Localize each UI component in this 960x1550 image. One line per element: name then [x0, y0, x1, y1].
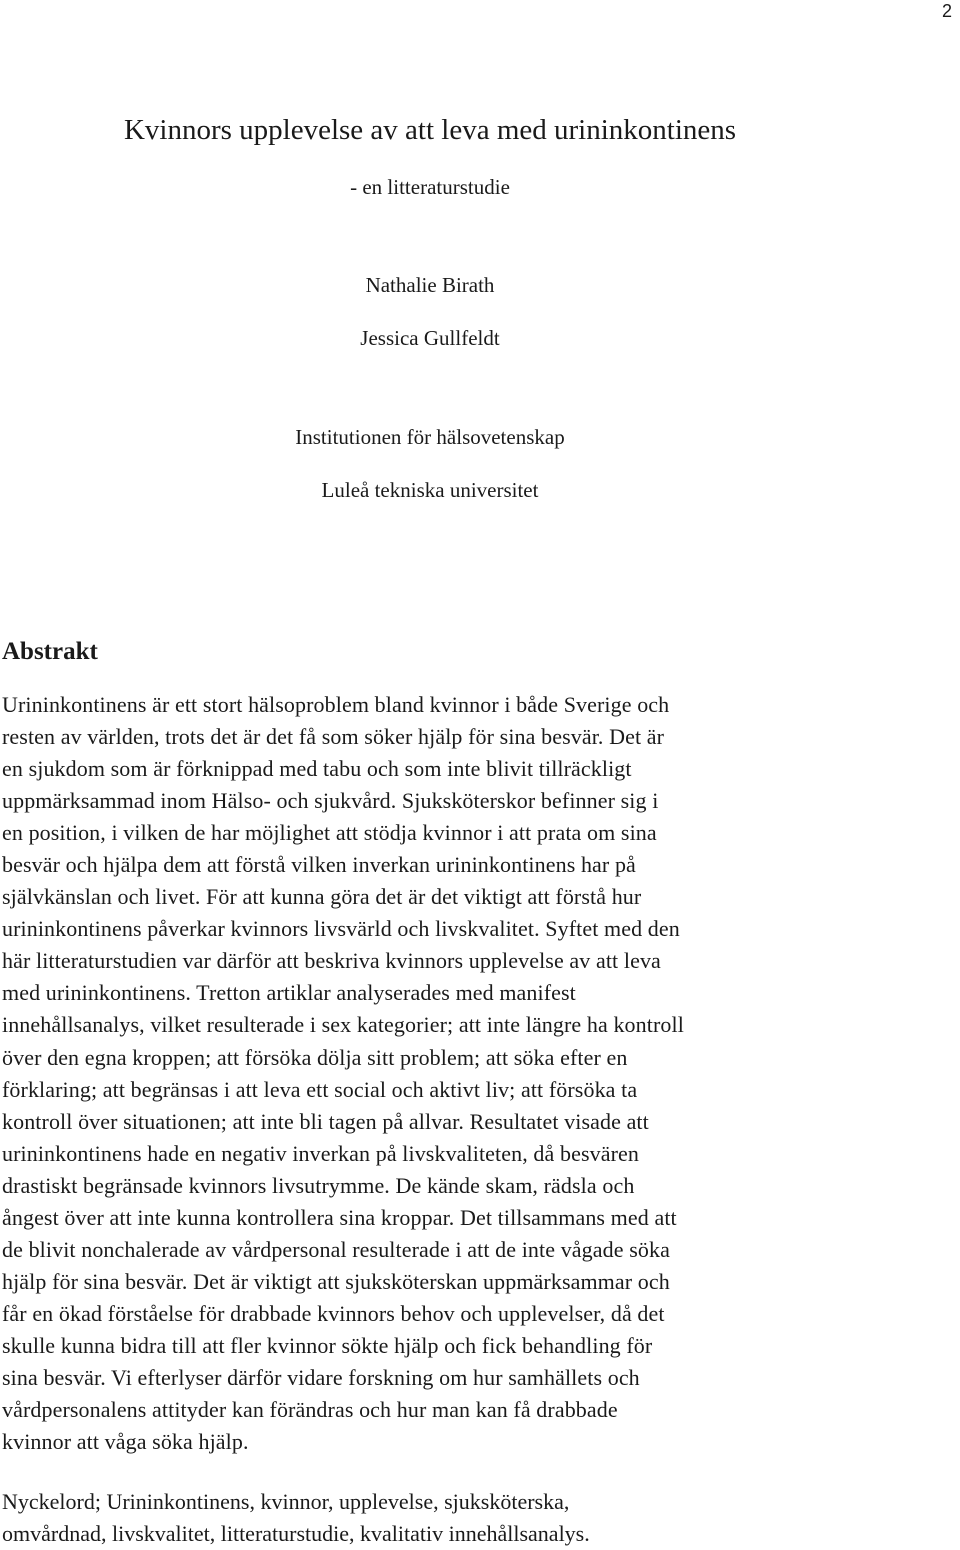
abstract-line: hjälp för sina besvär. Det är viktigt att sjuksköterskan uppmärksammar och: [2, 1268, 670, 1294]
abstract-line: sina besvär. Vi efterlyser därför vidare forskning om hur samhällets och: [2, 1364, 640, 1390]
abstract-line: förklaring; att begränsas i att leva ett social och aktivt liv; att försöka ta: [2, 1076, 638, 1102]
abstract-line: självkänslan och livet. För att kunna göra det är det viktigt att förstå hur: [2, 884, 642, 910]
abstract-line: kontroll över situationen; att inte bli tagen på allvar. Resultatet visade att: [2, 1108, 649, 1134]
abstract-line: här litteraturstudien var därför att beskriva kvinnors upplevelse av att leva: [2, 948, 661, 974]
page-number: 2: [941, 1, 952, 21]
abstract-heading: Abstrakt: [2, 638, 98, 665]
abstract-line: innehållsanalys, vilket resulterade i sex kategorier; att inte längre ha kontroll: [2, 1012, 684, 1038]
abstract-line: Urininkontinens är ett stort hälsoproblem bland kvinnor i både Sverige och: [2, 692, 670, 717]
abstract-body: [2, 689, 947, 1458]
abstract-line: de blivit nonchalerade av vårdpersonal resulterade i att de inte vågade söka: [2, 1236, 670, 1262]
abstract-line: vårdpersonalens attityder kan förändras och hur man kan få drabbade: [2, 1397, 618, 1423]
author-name: Nathalie Birath: [365, 273, 495, 297]
abstract-line: över den egna kroppen; att försöka dölja sitt problem; att söka efter en: [2, 1044, 628, 1070]
keywords-line: Nyckelord; Urininkontinens, kvinnor, upplevelse, sjuksköterska,: [2, 1489, 570, 1514]
abstract-line: urininkontinens hade en negativ inverkan på livskvaliteten, då besvären: [2, 1140, 639, 1166]
author-name: Jessica Gullfeldt: [360, 326, 500, 350]
abstract-line: besvär och hjälpa dem att förstå vilken inverkan urininkontinens har på: [2, 852, 636, 878]
university-name: Luleå tekniska universitet: [321, 478, 539, 502]
abstract-line: skulle kunna bidra till att fler kvinnor sökte hjälp och fick behandling för: [2, 1332, 653, 1358]
document-subtitle: - en litteraturstudie: [350, 175, 510, 199]
abstract-line: ångest över att inte kunna kontrollera sina kroppar. Det tillsammans med att: [2, 1204, 677, 1230]
abstract-line: en position, i vilken de har möjlighet att stödja kvinnor i att prata om sina: [2, 820, 657, 846]
abstract-line: kvinnor att våga söka hjälp.: [2, 1429, 249, 1455]
keywords-paragraph: [2, 1486, 947, 1550]
keywords-line: omvårdnad, livskvalitet, litteraturstudie, kvalitativ innehållsanalys.: [2, 1521, 590, 1546]
abstract-line: en sjukdom som är förknippad med tabu och som inte blivit tillräckligt: [2, 756, 632, 782]
abstract-line: resten av världen, trots det är det få som söker hjälp för sina besvär. Det är: [2, 724, 665, 750]
abstract-line: får en ökad förståelse för drabbade kvinnors behov och upplevelser, då det: [2, 1300, 665, 1326]
abstract-line: urininkontinens påverkar kvinnors livsvärld och livskvalitet. Syftet med den: [2, 916, 680, 942]
institution-name: Institutionen för hälsovetenskap: [295, 425, 565, 449]
abstract-line: drastiskt begränsade kvinnors livsutrymme. De kände skam, rädsla och: [2, 1172, 635, 1198]
abstract-line: uppmärksammad inom Hälso- och sjukvård. Sjuksköterskor befinner sig i: [2, 788, 659, 814]
document-title: Kvinnors upplevelse av att leva med urininkontinens: [123, 114, 737, 146]
abstract-line: med urininkontinens. Tretton artiklar analyserades med manifest: [2, 980, 576, 1006]
